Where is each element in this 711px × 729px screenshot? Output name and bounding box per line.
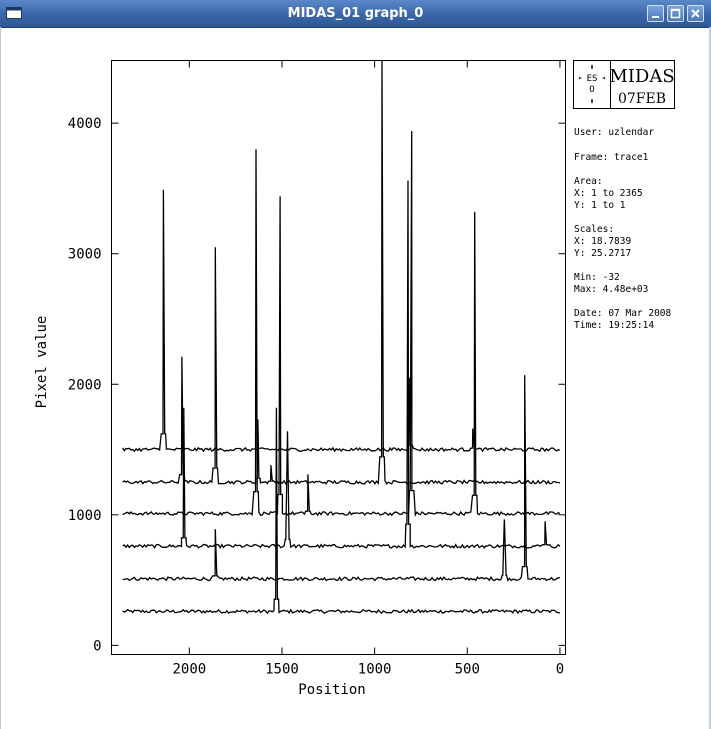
y-tick-label: 0 [93,638,102,655]
y-tick-label: 3000 [67,246,102,263]
y-tick-label: 4000 [67,116,102,133]
spectrum-traces [123,61,560,614]
spectrum-trace-4 [123,131,560,515]
info-scales-title: Scales: [574,224,615,235]
info-area-title: Area: [574,176,603,187]
spectrum-trace-6 [123,190,560,452]
spectrum-trace-3 [123,181,560,548]
minimize-button[interactable] [647,5,664,22]
window-title: MIDAS_01 graph_0 [287,6,424,21]
eso-o-mark: O [589,85,595,95]
maximize-icon [668,6,683,21]
y-tick-label: 2000 [67,377,102,394]
info-panel [574,127,672,331]
x-tick-label: 500 [454,661,480,678]
info-scale-y: Y: 25.2717 [574,248,632,259]
eso-text: ES [586,74,598,84]
spectrum-trace-2 [123,375,560,580]
midas-name: MIDAS [609,66,675,87]
close-button[interactable] [687,5,704,22]
x-tick-label: 2000 [172,661,207,678]
info-user: User: uzlendar [574,127,655,138]
star-icon [579,64,605,104]
info-min: Min: -32 [574,272,620,283]
window-border-left [0,27,1,729]
axis-ticks [68,61,566,678]
spectrum-trace-5 [123,61,560,484]
maximize-button[interactable] [667,5,684,22]
info-area-y: Y: 1 to 1 [574,200,626,211]
info-max: Max: 4.48e+03 [574,284,649,295]
x-tick-label: 0 [555,661,565,678]
info-time: Time: 19:25:14 [574,320,655,331]
close-icon [688,6,703,21]
graph-canvas [2,28,707,726]
x-tick-label: 1500 [265,661,299,678]
info-date: Date: 07 Mar 2008 [574,308,672,319]
x-tick-label: 1000 [357,661,392,678]
y-axis-label: Pixel value [34,315,50,409]
spectrum-trace-1 [123,408,560,613]
y-tick-label: 1000 [67,507,102,524]
midas-logo [574,61,675,109]
x-axis-label: Position [298,682,366,698]
minimize-icon [648,6,663,21]
eso-emblem [579,64,605,104]
title-bar[interactable] [0,0,711,28]
plot-frame [112,61,566,655]
midas-version: 07FEB [617,91,667,107]
info-area-x: X: 1 to 2365 [574,188,643,199]
info-scale-x: X: 18.7839 [574,236,632,247]
info-frame: Frame: trace1 [574,152,649,163]
